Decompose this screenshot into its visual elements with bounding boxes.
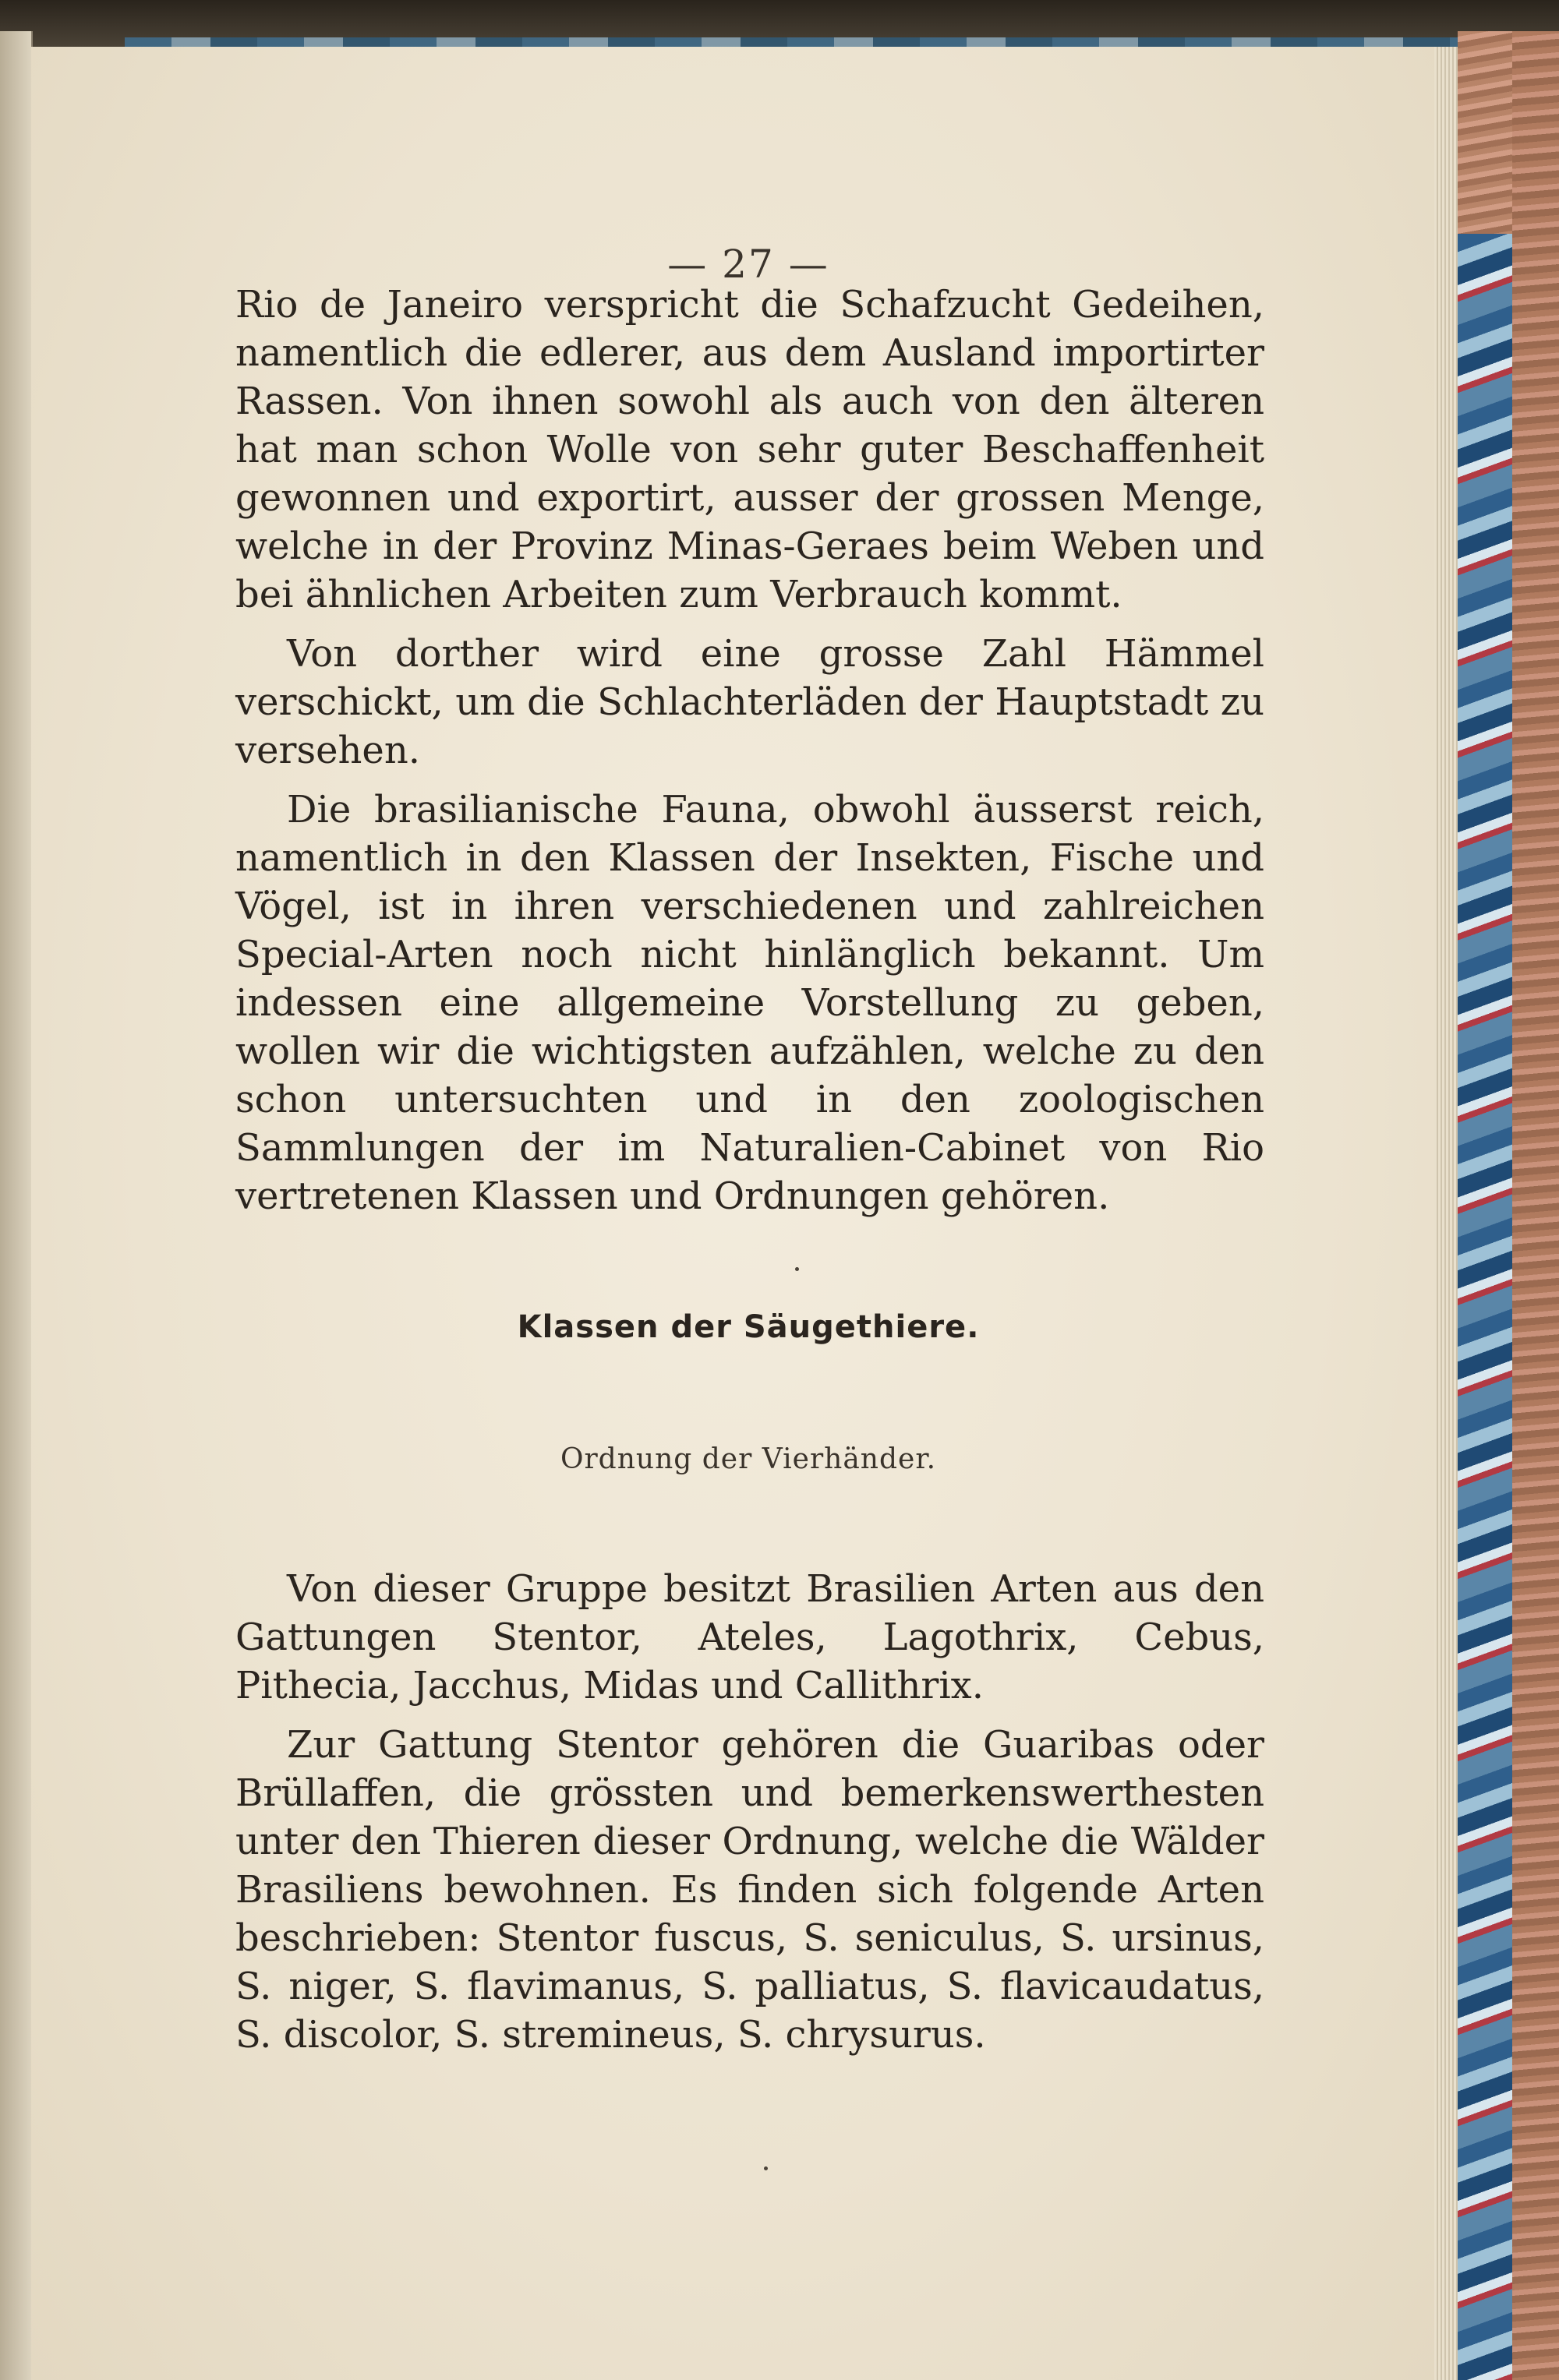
paragraph-sheep-breeding: Rio de Janeiro verspricht die Schafzucht Gedeihen, namentlich die edlerer, aus dem Ausland importirter Rassen. Von ihnen sowohl als auch von den älteren hat man schon Wolle von sehr guter Beschaffenheit gewonnen und exportirt, ausser der grossen Menge, welche in der Provinz Minas-Geraes beim Weben und bei ähnlichen Arbeiten zum Verbrauch kommt. xyxy=(235,283,1264,616)
text-block-top xyxy=(235,281,1264,1220)
book-page xyxy=(31,47,1434,2380)
text-block-bottom xyxy=(235,1565,1264,2059)
marbled-cover xyxy=(1458,234,1512,2380)
paragraph-wethers: Von dorther wird eine grosse Zahl Hämmel verschickt, um die Schlachterläden der Hauptstadt zu versehen. xyxy=(235,632,1264,772)
leather-corner xyxy=(1458,31,1512,234)
previous-page-edge xyxy=(0,31,33,2380)
paragraph-genera: Von dieser Gruppe besitzt Brasilien Arten aus den Gattungen Stentor, Ateles, Lagothrix, Cebus, Pithecia, Jacchus, Midas und Callithrix. xyxy=(235,1567,1264,1707)
section-heading: Klassen der Säugethiere. xyxy=(517,1309,980,1345)
page-number: — 27 — xyxy=(667,242,829,287)
paragraph-fauna: Die brasilianische Fauna, obwohl äusserst reich, namentlich in den Klassen der Insekten, Fische und Vögel, ist in ihren verschiedenen und zahlreichen Special-Arten noch nicht hinlänglich bekannt. Um indessen eine allgemeine Vorstellung zu geben, wollen wir die wichtigsten aufzählen, welche zu den schon untersuchten und in den zoologischen Sammlungen der im Naturalien-Cabinet von Rio vertretenen Klassen und Ordnungen gehören. xyxy=(235,788,1264,1218)
section-subheading: Ordnung der Vierhänder. xyxy=(560,1443,937,1475)
paragraph-stentor: Zur Gattung Stentor gehören die Guaribas oder Brüllaffen, die grössten und bemerkenswerthesten unter den Thieren dieser Ordnung, welche die Wälder Brasiliens bewohnen. Es finden sich folgende Arten beschrieben: Stentor fuscus, S. seniculus, S. ursinus, S. niger, S. flavimanus, S. palliatus, S. flavicaudatus, S. discolor, S. stremineus, S. chrysurus. xyxy=(235,1723,1264,2057)
ink-speck xyxy=(764,2166,768,2170)
leather-spine xyxy=(1512,31,1559,2380)
ink-speck xyxy=(795,1267,799,1271)
page-stack-edge xyxy=(1434,47,1458,2380)
